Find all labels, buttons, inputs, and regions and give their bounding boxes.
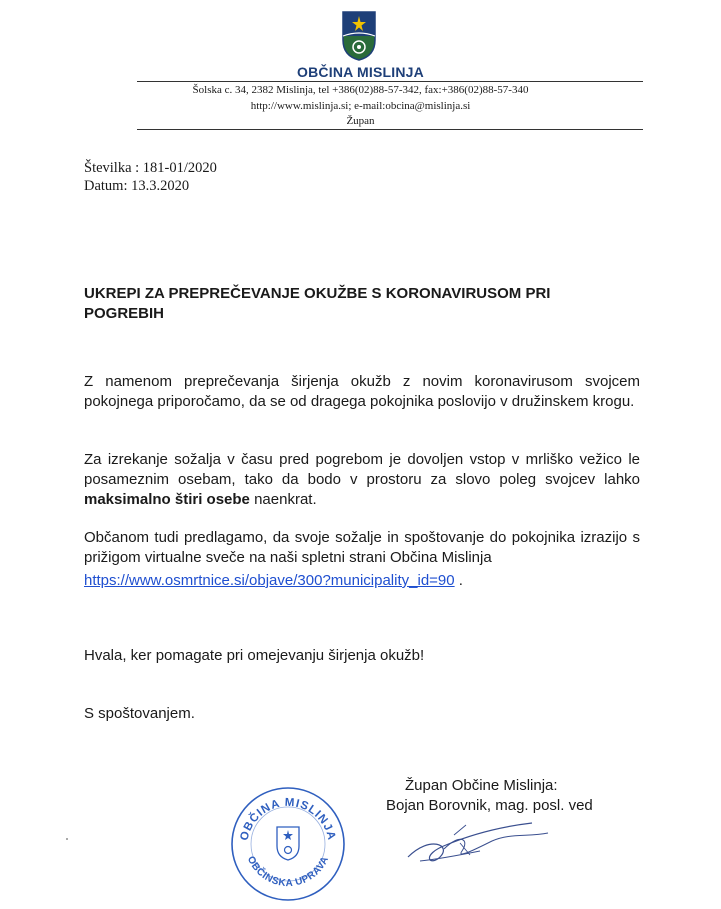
signatory-role: Župan Občine Mislinja: xyxy=(405,777,558,794)
document-title: UKREPI ZA PREPREČEVANJE OKUŽBE S KORONAVIRUSOM PRI POGREBIH xyxy=(84,285,551,322)
body-paragraph-1: Z namenom preprečevanja širjenja okužb z novim koronavirusom svojcem pokojnega priporočamo, da se od dragega pokojnika poslovijo v družinskem krogu. xyxy=(84,373,640,410)
handwritten-signature xyxy=(400,815,570,875)
signatory-name: Bojan Borovnik, mag. posl. ved xyxy=(386,797,593,814)
body-paragraph-2 xyxy=(84,450,640,510)
paragraph-2-text-end: naenkrat. xyxy=(249,491,317,508)
virtual-candle-link[interactable]: https://www.osmrtnice.si/objave/300?municipality_id=90 xyxy=(84,572,455,589)
closing-thanks: Hvala, ker pomagate pri omejevanju širjenja okužb! xyxy=(84,647,425,664)
closing-regards: S spoštovanjem. xyxy=(84,705,195,722)
paragraph-2-text: Za izrekanje sožalja v času pred pogrebom je dovoljen vstop v mrliško vežico le posameznim osebam, tako da bodo v prostoru za slovo poleg svojcev lahko xyxy=(84,451,640,488)
header-role: Župan xyxy=(346,115,375,127)
document-date: Datum: 13.3.2020 xyxy=(84,178,190,194)
organization-contact-web: http://www.mislinja.si; e-mail:obcina@mislinja.si xyxy=(250,100,471,112)
header-divider-top xyxy=(137,81,643,82)
virtual-candle-link-row xyxy=(84,571,463,591)
paragraph-2-emphasis: maksimalno štiri osebe xyxy=(84,491,250,508)
scan-artifact xyxy=(66,838,68,840)
organization-name: OBČINA MISLINJA xyxy=(297,64,424,80)
header-divider-bottom xyxy=(137,129,643,130)
svg-text:OBČINA MISLINJA: OBČINA MISLINJA xyxy=(238,796,338,842)
body-paragraph-3: Občanom tudi predlagamo, da svoje sožalje in spoštovanje do pokojnika izrazijo s prižigom virtualne sveče na naši spletni strani Občina Mislinja xyxy=(84,529,640,566)
svg-text:OBČINSKA UPRAVA: OBČINSKA UPRAVA xyxy=(244,854,332,890)
official-stamp xyxy=(229,785,347,903)
municipality-crest-logo xyxy=(341,10,377,62)
link-suffix: . xyxy=(454,572,463,589)
document-number: Številka : 181-01/2020 xyxy=(84,160,217,176)
organization-address: Šolska c. 34, 2382 Mislinja, tel +386(02)88-57-342, fax:+386(02)88-57-340 xyxy=(192,84,529,96)
